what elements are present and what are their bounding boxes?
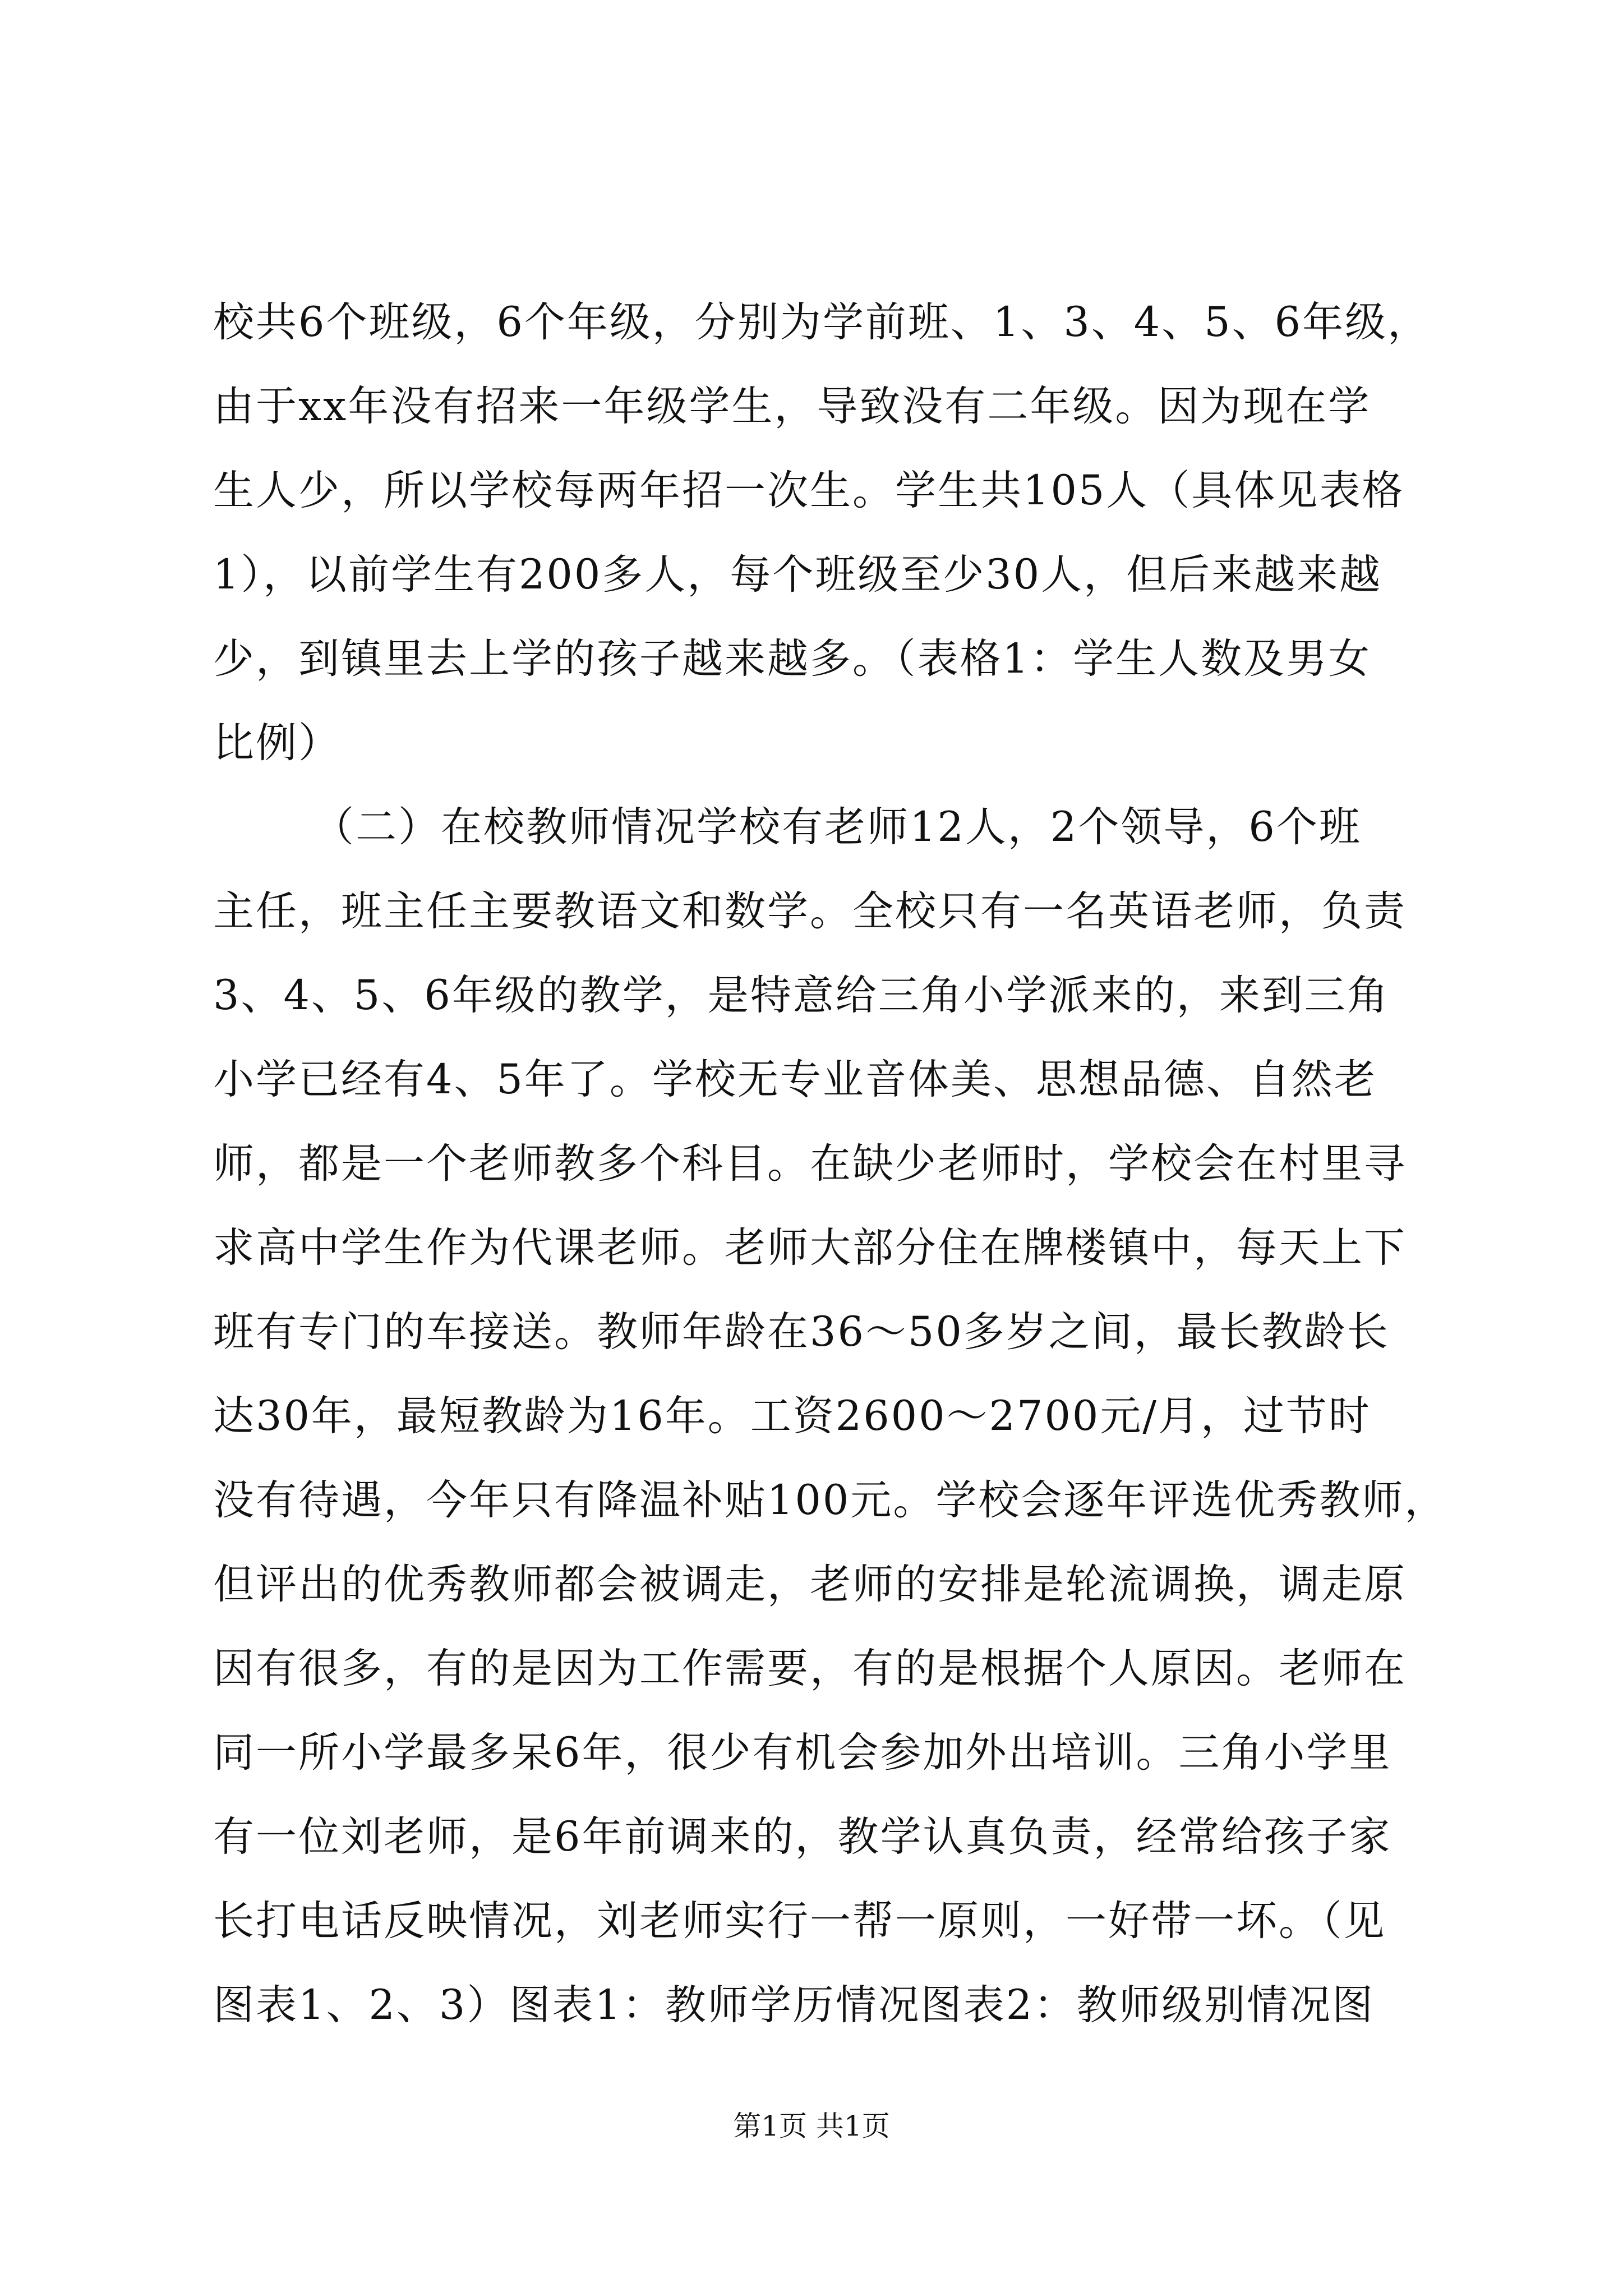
text-line: 有一位刘老师，是6年前调来的，教学认真负责，经常给孩子家 [213, 1813, 1392, 1861]
text-line: 因有很多，有的是因为工作需要，有的是根据个人原因。老师在 [213, 1645, 1407, 1692]
text-line: 由于xx年没有招来一年级学生，导致没有二年级。因为现在学 [213, 383, 1371, 430]
text-line: 没有待遇，今年只有降温补贴100元。学校会逐年评选优秀教师， [213, 1476, 1447, 1524]
text-line: 但评出的优秀教师都会被调走，老师的安排是轮流调换，调走原 [213, 1561, 1407, 1608]
text-line: 达30年，最短教龄为16年。工资2600～2700元/月，过节时 [213, 1392, 1371, 1440]
text-line: 3、4、5、6年级的教学，是特意给三角小学派来的，来到三角 [213, 972, 1390, 1019]
text-line: 小学已经有4、5年了。学校无专业音体美、思想品德、自然老 [213, 1056, 1377, 1103]
text-line: 生人少，所以学校每两年招一次生。学生共105人（具体见表格 [213, 467, 1405, 514]
text-line: 同一所小学最多呆6年，很少有机会参加外出培训。三角小学里 [213, 1729, 1392, 1777]
text-line: 主任，班主任主要教语文和数学。全校只有一名英语老师，负责 [213, 887, 1407, 935]
page-number-footer: 第1页 共1页 [733, 2110, 890, 2142]
text-line: 长打电话反映情况，刘老师实行一帮一原则，一好带一坏。（见 [213, 1897, 1386, 1945]
body-text [213, 280, 1447, 2047]
text-line: 求高中学生作为代课老师。老师大部分住在牌楼镇中，每天上下 [213, 1224, 1407, 1272]
text-line: 校共6个班级，6个年级，分别为学前班、1、3、4、5、6年级， [213, 298, 1431, 346]
text-line: 比例） [213, 719, 341, 767]
text-line: 少，到镇里去上学的孩子越来越多。（表格1：学生人数及男女 [213, 635, 1371, 683]
section-heading-line: （二）在校教师情况学校有老师12人，2个领导，6个班 [313, 803, 1362, 851]
text-line: 图表1、2、3）图表1：教师学历情况图表2：教师级别情况图 [213, 1981, 1375, 2029]
text-line: 班有专门的车接送。教师年龄在36～50多岁之间，最长教龄长 [213, 1308, 1390, 1356]
text-line: 1），以前学生有200多人，每个班级至少30人，但后来越来越 [213, 551, 1382, 599]
text-line: 师，都是一个老师教多个科目。在缺少老师时，学校会在村里寻 [213, 1140, 1407, 1188]
